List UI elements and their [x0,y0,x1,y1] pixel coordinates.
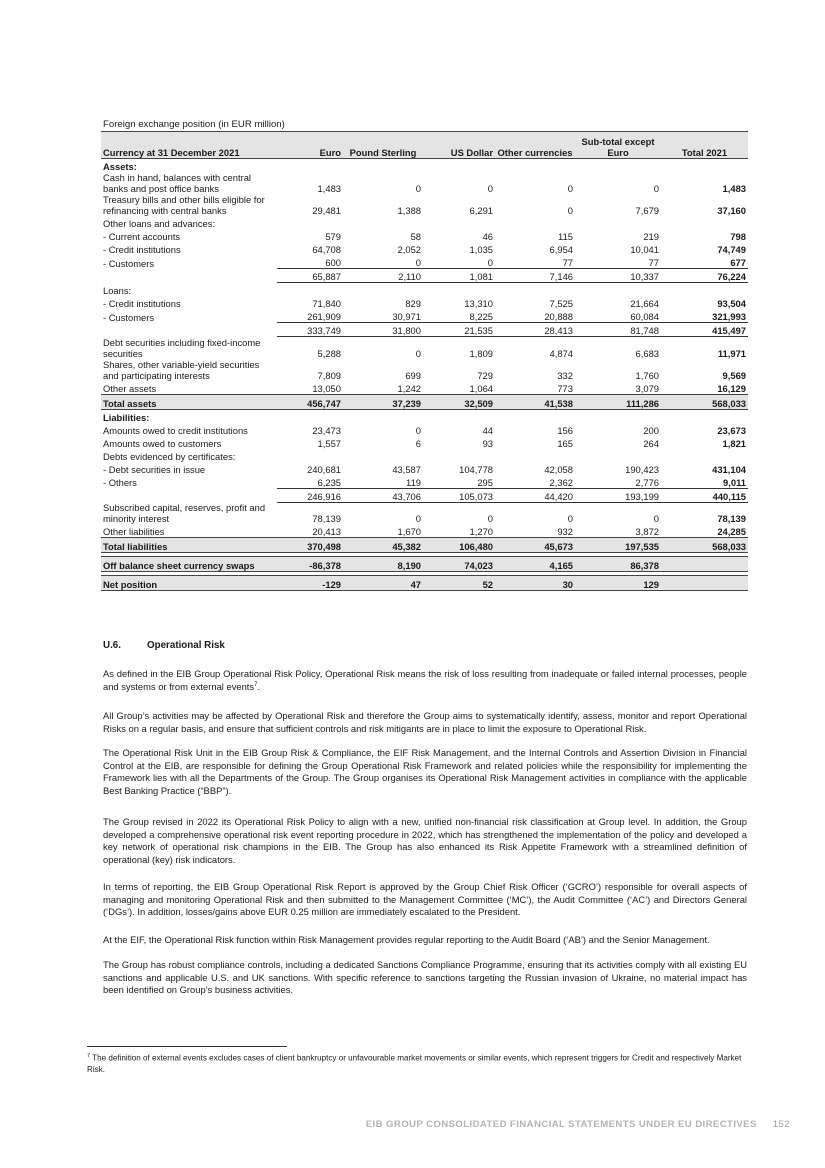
table-header-row [101,132,748,159]
header-usd: US Dollar [423,132,495,159]
paragraph: As defined in the EIB Group Operational Risk Policy, Operational Risk means the risk of loss resulting from inadequate or failed internal processes, people and systems or from external events$^7$. [103,668,747,692]
section-row: Debts evidenced by certificates: [103,450,236,462]
table-row: Shares, other variable-yield securities and participating interests 7,809 699 729 332 1,760 9,569 [103,358,746,381]
fx-position-table [101,131,748,591]
header-euro: Euro [277,132,343,159]
footer-title: EIB GROUP CONSOLIDATED FINANCIAL STATEMENTS UNDER EU DIRECTIVES [365,1119,757,1130]
paragraph: The Group has robust compliance controls, including a dedicated Sanctions Compliance Programme, ensuring that its activities comply with all existing EU sanctions and applicable U.S. and UK sanctions. With specific reference to sanctions targeting the Russian invasion of Ukraine, no material impact has been identified on Group’s business activities. [103,959,747,995]
paragraph: The Operational Risk Unit in the EIB Group Risk & Compliance, the EIF Risk Management, and the Internal Controls and Assertion Division in Financial Control at the EIB, are responsible for defining the Group Operational Risk Framework and related policies while the responsibility for implementing the Framework lies with all the Departments of the Group. The Group organises its Operational Risk Management activities in compliance with the applicable Best Banking Practice (“BBP”). [103,747,747,796]
table-row: Subscribed capital, reserves, profit and minority interest 78,139 0 0 0 0 78,139 [103,502,746,524]
header-total: Total 2021 [661,132,748,159]
table-row: - Current accounts 579 58 46 115 219 798 [103,231,746,242]
table-row: - Debt securities in issue 240,681 43,587 104,778 42,058 190,423 431,104 [103,463,746,475]
subtotal-row: 65,887 2,110 1,081 7,146 10,337 76,224 [101,269,748,283]
table-row: Debt securities including fixed-income securities 5,288 0 1,809 4,874 6,683 11,971 [103,336,746,359]
table-row: Treasury bills and other bills eligible for refinancing with central banks 29,481 1,388 6,291 0 7,679 37,160 [103,194,746,216]
table-caption: Foreign exchange position (in EUR million) [103,119,285,130]
table-row: - Customers 600 0 0 77 77 677 [103,257,746,269]
table-row: Other liabilities 20,413 1,670 1,270 932 3,872 24,285 [103,526,746,537]
page-footer [310,1119,790,1130]
section-row: Loans: [103,285,132,296]
footnote-marker: 7 [87,1053,91,1059]
paragraph: The Group revised in 2022 its Operational Risk Policy to align with a new, unified non-financial risk classification at Group level. In addition, the Group developed a comprehensive operational risk event reporting procedure in 2022, which has strengthened the implementation of the policy and developed a key network of operational risk champions in the EIB. The Group has also enhanced its Risk Appetite Framework with a streamlined definition of operational (key) risk indicators. [103,816,747,865]
paragraph: All Group’s activities may be affected by Operational Risk and therefore the Group aims to systematically identify, assess, monitor and report Operational Risks on a regular basis, and ensure that sufficient controls and risk mitigants are in place to limit the exposure to Operational Risk. [103,710,747,734]
table-row: Cash in hand, balances with central banks and post office banks 1,483 0 0 0 0 1,483 [103,172,746,194]
page-number: 152 [772,1119,790,1130]
paragraph: At the EIF, the Operational Risk function within Risk Management provides regular reporting to the Audit Board (‘AB’) and the Senior Management. [103,934,710,945]
net-position-row: Net position -129 47 52 30 129 [101,576,748,591]
subtotal-row: 246,916 43,706 105,073 44,420 193,199 440,115 [101,488,748,502]
table-row: Amounts owed to customers 1,557 6 93 165 264 1,821 [103,437,746,449]
section-heading [103,640,225,651]
section-row: Assets: [103,161,137,172]
section-row: Other loans and advances: [103,218,216,229]
footnote: $^7$ The definition of external events excludes cases of client bankruptcy or unfavourable market movements or similar events, which represent triggers for Credit and respectively Market Risk. [87,1053,742,1074]
footnote-divider [87,1046,287,1047]
table-row: Amounts owed to credit institutions 23,473 0 44 156 200 23,673 [103,424,746,436]
header-other: Other currencies [495,132,575,159]
table-row: - Credit institutions 71,840 829 13,310 7,525 21,664 93,504 [103,298,746,309]
footnote-ref: 7 [254,681,258,688]
paragraph: In terms of reporting, the EIB Group Operational Risk Report is approved by the Group Chief Risk Officer (‘GCRO’) responsible for overall aspects of managing and monitoring Operational Risk and then submitted to the Management Committee (‘MC’), the Audit Committee (‘AC’) and Directors General (‘DGs’). In addition, losses/gains above EUR 0.25 million are immediately escalated to the President. [103,881,747,917]
subtotal-row: 333,749 31,800 21,535 28,413 81,748 415,497 [101,323,748,337]
header-currency: Currency at 31 December 2021 [101,132,277,159]
header-gbp: Pound Sterling [343,132,423,159]
total-assets-row: Total assets 456,747 37,239 32,509 41,538 111,286 568,033 [101,394,748,409]
section-row: Liabilities: [103,411,150,423]
table-row: - Others 6,235 119 295 2,362 2,776 9,011 [103,476,746,488]
table-row: - Credit institutions 64,708 2,052 1,035 6,954 10,041 74,749 [103,244,746,255]
table-row: - Customers 261,909 30,971 8,225 20,888 60,084 321,993 [103,311,746,323]
header-subtotal: Sub-total except Euro [575,132,661,159]
table-row: Other assets 13,050 1,242 1,064 773 3,079 16,129 [103,382,746,394]
section-title: Operational Risk [147,640,225,651]
currency-swaps-row: Off balance sheet currency swaps -86,378 8,190 74,023 4,165 86,378 [101,557,748,572]
total-liabilities-row: Total liabilities 370,498 45,382 106,480 45,673 197,535 568,033 [101,538,748,553]
section-number: U.6. [103,640,121,651]
